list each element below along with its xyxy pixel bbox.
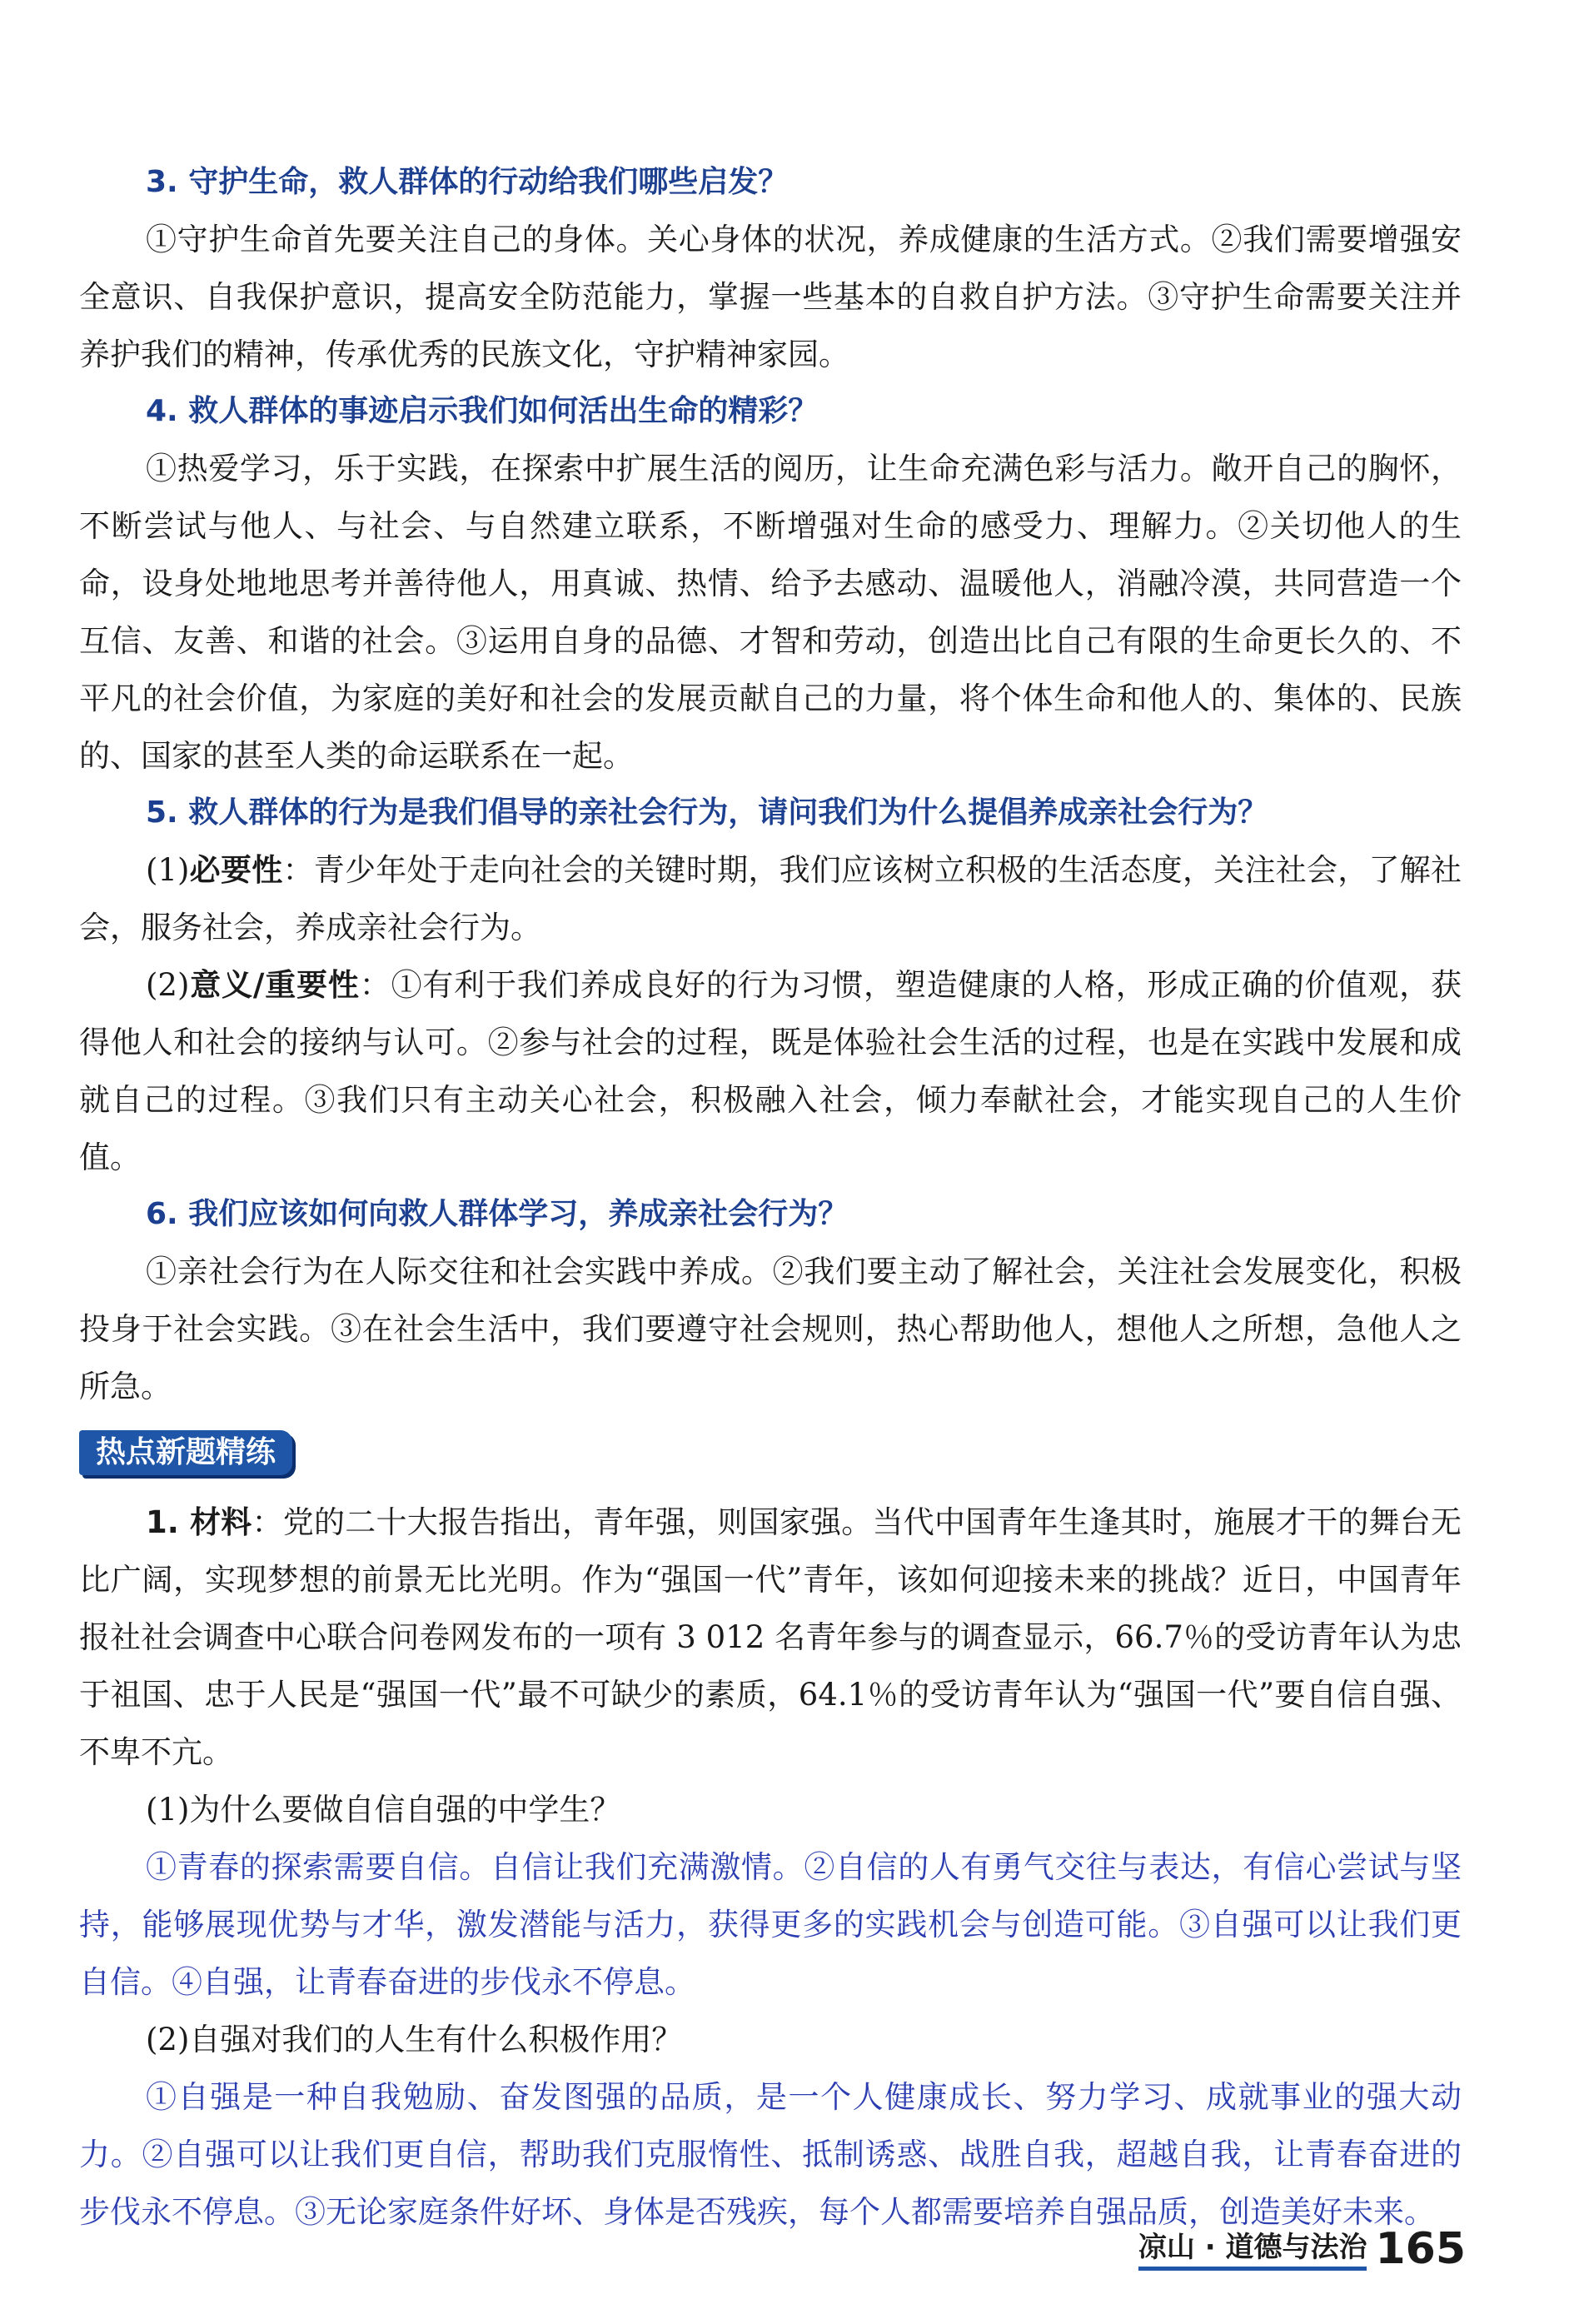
significance-label: 意义/重要性 <box>189 967 360 1003</box>
part-1-text: ：青少年处于走向社会的关键时期，我们应该树立积极的生活态度，关注社会，了解社会，服务社会，养成亲社会行为。 <box>79 852 1462 945</box>
sub-question-2: (2)自强对我们的人生有什么积极作用？ <box>146 2022 683 2057</box>
question-5-title: 5. 救人群体的行为是我们倡导的亲社会行为，请问我们为什么提倡养成亲社会行为？ <box>146 795 1268 830</box>
question-5-part-2 <box>79 956 1462 1186</box>
part-2-text: ：①有利于我们养成良好的行为习惯，塑造健康的人格，形成正确的价值观，获得他人和社会的接纳与认可。②参与社会的过程，既是体验社会生活的过程，也是在实践中发展和成就自己的过程。③我们只有主动关心社会，积极融入社会，倾力奉献社会，才能实现自己的人生价值。 <box>79 967 1462 1175</box>
section-badge: 热点新题精练 <box>79 1430 292 1475</box>
exercise-1-material <box>79 1494 1462 1781</box>
exercise-number: 1. <box>146 1504 190 1540</box>
question-5-part-1 <box>79 841 1462 956</box>
footer-brand: 凉山 · 道德与法治 <box>1138 2224 1367 2271</box>
material-text: ：党的二十大报告指出，青年强，则国家强。当代中国青年生逢其时，施展才干的舞台无比广阔，实现梦想的前景无比光明。作为“强国一代”青年，该如何迎接未来的挑战？近日，中国青年报社社会调查中心联合问卷网发布的一项有 3 012 名青年参与的调查显示，66.7％的受访青年认为忠于祖国、忠于人民是“强国一代”最不可缺少的素质，64.1％的受访青年认为“强国一代”要自信自强、不卑不亢。 <box>79 1504 1462 1770</box>
sub-answer-1: ①青春的探索需要自信。自信让我们充满激情。②自信的人有勇气交往与表达，有信心尝试与坚持，能够展现优势与才华，激发潜能与活力，获得更多的实践机会与创造可能。③自强可以让我们更自信。④自强，让青春奋进的步伐永不停息。 <box>79 1849 1462 2000</box>
question-4-answer: ①热爱学习，乐于实践，在探索中扩展生活的阅历，让生命充满色彩与活力。敞开自己的胸怀，不断尝试与他人、与社会、与自然建立联系，不断增强对生命的感受力、理解力。②关切他人的生命，设身处地地思考并善待他人，用真诚、热情、给予去感动、温暖他人，消融冷漠，共同营造一个互信、友善、和谐的社会。③运用自身的品德、才智和劳动，创造出比自己有限的生命更长久的、不平凡的社会价值，为家庭的美好和社会的发展贡献自己的力量，将个体生命和他人的、集体的、民族的、国家的甚至人类的命运联系在一起。 <box>79 451 1462 774</box>
part-2-prefix: (2) <box>146 967 190 1003</box>
question-3-answer: ①守护生命首先要关注自己的身体。关心身体的状况，养成健康的生活方式。②我们需要增强安全意识、自我保护意识，提高安全防范能力，掌握一些基本的自救自护方法。③守护生命需要关注并养护我们的精神，传承优秀的民族文化，守护精神家园。 <box>79 222 1462 372</box>
question-6-answer: ①亲社会行为在人际交往和社会实践中养成。②我们要主动了解社会，关注社会发展变化，积极投身于社会实践。③在社会生活中，我们要遵守社会规则，热心帮助他人，想他人之所想，急他人之所急。 <box>79 1254 1462 1404</box>
necessity-label: 必要性 <box>189 852 283 888</box>
question-3-title: 3. 守护生命，救人群体的行动给我们哪些启发？ <box>146 165 789 199</box>
question-6-title: 6. 我们应该如何向救人群体学习，养成亲社会行为？ <box>146 1197 849 1231</box>
page-number: 165 <box>1375 2224 1466 2274</box>
sub-answer-2: ①自强是一种自我勉励、奋发图强的品质，是一个人健康成长、努力学习、成就事业的强大动力。②自强可以让我们更自信，帮助我们克服惰性、抵制诱惑、战胜自我，超越自我，让青春奋进的步伐永不停息。③无论家庭条件好坏、身体是否残疾，每个人都需要培养自强品质，创造美好未来。 <box>79 2079 1462 2230</box>
content <box>79 154 1462 2241</box>
part-1-prefix: (1) <box>146 852 190 888</box>
sub-question-1: (1)为什么要做自信自强的中学生？ <box>146 1792 621 1828</box>
material-label: 材料 <box>189 1504 252 1540</box>
page-footer <box>1138 2224 1466 2274</box>
question-4-title: 4. 救人群体的事迹启示我们如何活出生命的精彩？ <box>146 394 819 428</box>
